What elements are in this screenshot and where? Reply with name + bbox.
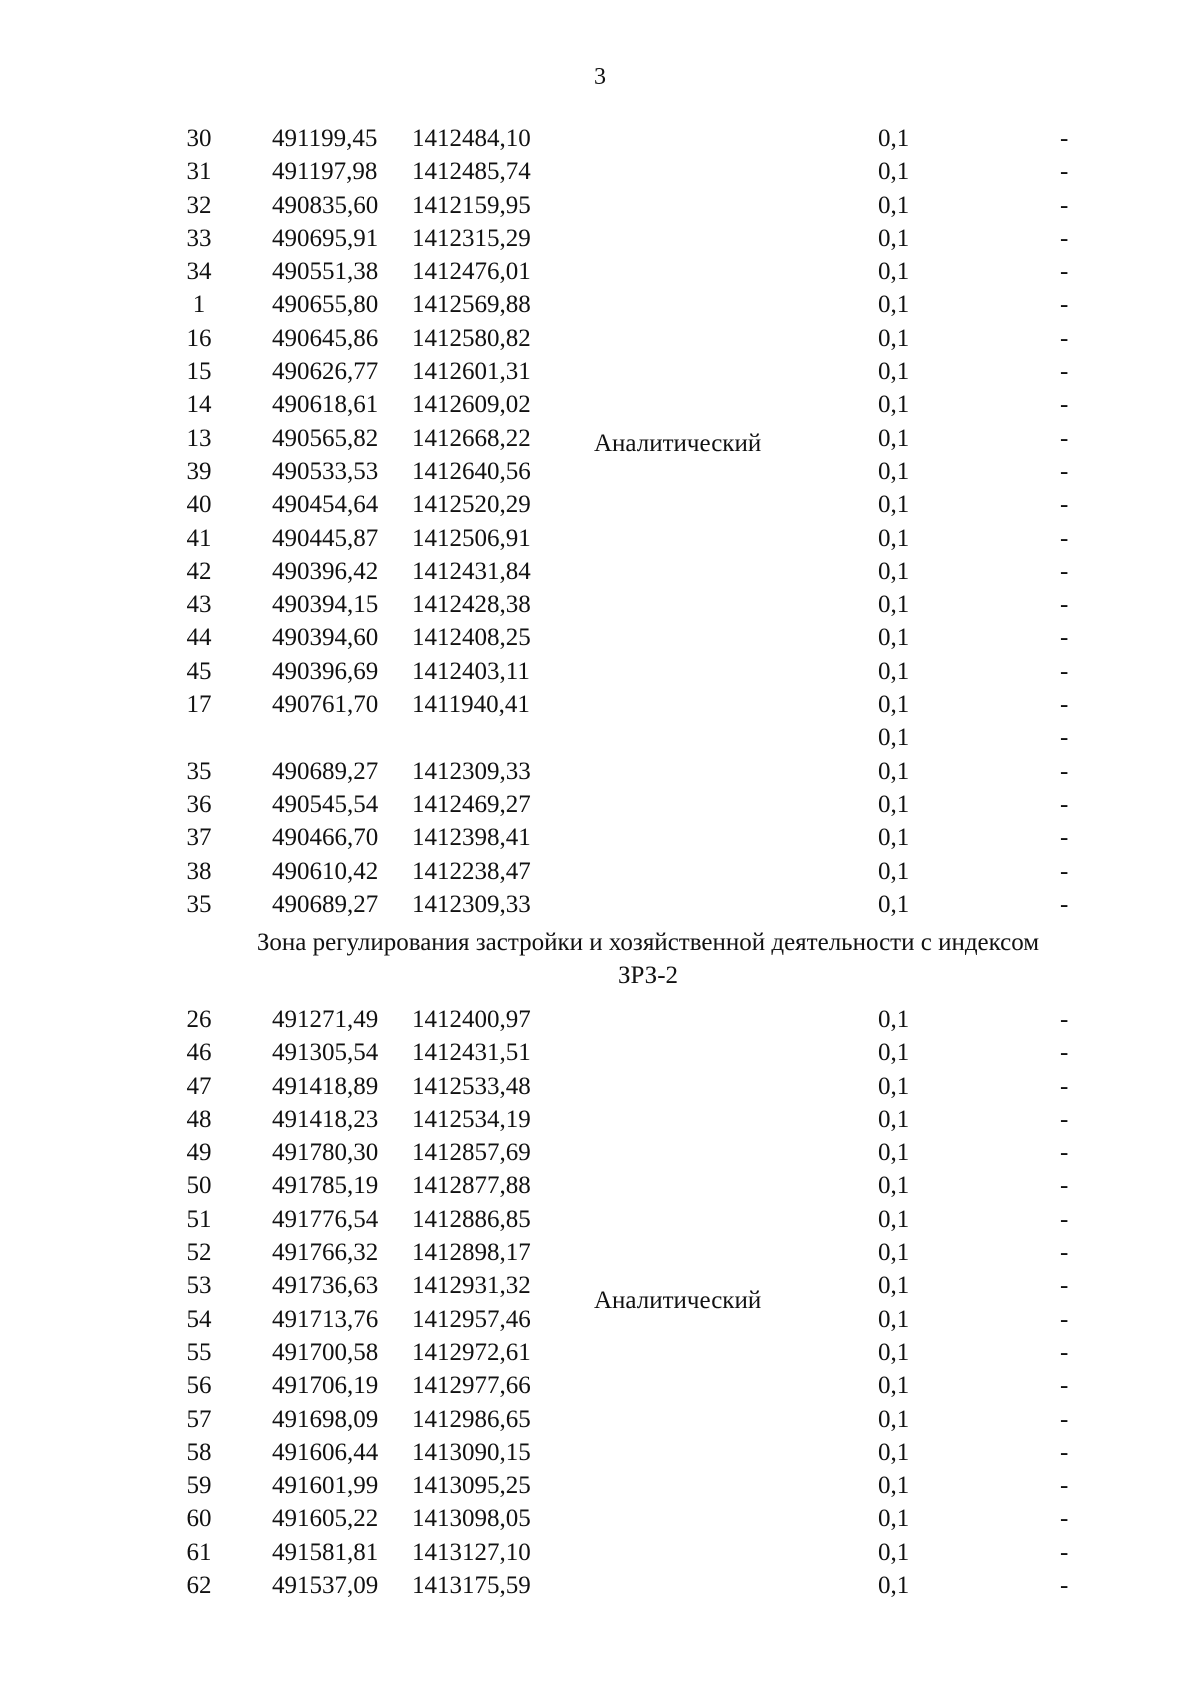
- dash-value: -: [1060, 691, 1069, 719]
- table-row: [188, 355, 1088, 388]
- point-number: 57: [186, 1405, 212, 1433]
- table-row: [188, 1569, 1088, 1602]
- dash-value: -: [1060, 1372, 1069, 1400]
- coordinate-y: 1412668,22: [412, 424, 531, 452]
- coordinate-y: 1412428,38: [412, 591, 531, 619]
- point-number: 34: [186, 258, 212, 286]
- coordinate-x: 490645,86: [272, 324, 379, 352]
- coordinate-x: 491537,09: [272, 1572, 379, 1600]
- dash-value: -: [1060, 1438, 1069, 1466]
- accuracy-value: 0,1: [878, 1372, 910, 1400]
- accuracy-value: 0,1: [878, 1572, 910, 1600]
- zone-title-line-2: ЗРЗ-2: [617, 962, 679, 989]
- point-number: 30: [186, 125, 212, 152]
- accuracy-value: 0,1: [878, 724, 910, 752]
- dash-value: -: [1060, 1105, 1069, 1133]
- point-number: 59: [186, 1472, 212, 1500]
- coordinate-x: 491706,19: [272, 1372, 379, 1400]
- accuracy-value: 0,1: [878, 1305, 910, 1333]
- accuracy-value: 0,1: [878, 1438, 910, 1466]
- dash-value: -: [1060, 524, 1069, 552]
- point-number: 41: [186, 524, 212, 552]
- dash-value: -: [1060, 1538, 1069, 1566]
- coordinate-y: 1412315,29: [412, 224, 531, 252]
- accuracy-value: 0,1: [878, 457, 910, 485]
- point-number: 38: [186, 857, 212, 885]
- method-label-section-2: Аналитический: [594, 1287, 762, 1314]
- dash-value: -: [1060, 857, 1069, 885]
- method-label-section-1: Аналитический: [594, 430, 762, 457]
- coordinate-y: 1412506,91: [412, 524, 531, 552]
- coordinate-x: 490396,69: [272, 657, 379, 685]
- coordinate-y: 1412609,02: [412, 391, 531, 419]
- coordinate-x: 491785,19: [272, 1172, 379, 1200]
- table-row: [188, 189, 1088, 222]
- dash-value: -: [1060, 1072, 1069, 1100]
- point-number: 16: [186, 324, 212, 352]
- accuracy-value: 0,1: [878, 191, 910, 219]
- table-row: [188, 788, 1088, 821]
- point-number: 44: [186, 624, 212, 652]
- accuracy-value: 0,1: [878, 324, 910, 352]
- table-row: [188, 721, 1088, 754]
- coordinate-y: 1412931,32: [412, 1272, 531, 1300]
- coordinate-y: 1412957,46: [412, 1305, 531, 1333]
- table-row: [188, 688, 1088, 721]
- table-row: [188, 555, 1088, 588]
- coordinate-x: 490626,77: [272, 358, 379, 386]
- table-row: [188, 1003, 1088, 1036]
- coordinate-y: 1412569,88: [412, 291, 531, 319]
- accuracy-value: 0,1: [878, 1505, 910, 1533]
- coordinate-y: 1413095,25: [412, 1472, 531, 1500]
- point-number: 14: [186, 391, 212, 419]
- dash-value: -: [1060, 424, 1069, 452]
- accuracy-value: 0,1: [878, 757, 910, 785]
- dash-value: -: [1060, 1139, 1069, 1167]
- accuracy-value: 0,1: [878, 624, 910, 652]
- point-number: 62: [186, 1572, 212, 1600]
- accuracy-value: 0,1: [878, 358, 910, 386]
- point-number: 46: [186, 1039, 212, 1067]
- coordinate-x: 491199,45: [272, 125, 378, 152]
- point-number: 17: [186, 691, 212, 719]
- point-number: 1: [192, 291, 206, 319]
- coordinate-x: 490761,70: [272, 691, 379, 719]
- dash-value: -: [1060, 1272, 1069, 1300]
- table-row: [188, 755, 1088, 788]
- coordinate-y: 1412877,88: [412, 1172, 531, 1200]
- coordinate-y: 1412485,74: [412, 158, 531, 186]
- coordinate-y: 1412580,82: [412, 324, 531, 352]
- coordinate-y: 1412898,17: [412, 1239, 531, 1267]
- accuracy-value: 0,1: [878, 258, 910, 286]
- coordinate-x: 490445,87: [272, 524, 379, 552]
- accuracy-value: 0,1: [878, 1105, 910, 1133]
- point-number: 39: [186, 457, 212, 485]
- dash-value: -: [1060, 191, 1069, 219]
- accuracy-value: 0,1: [878, 524, 910, 552]
- coordinate-x: 490689,27: [272, 890, 379, 918]
- coordinate-x: 491606,44: [272, 1438, 379, 1466]
- table-row: [188, 455, 1088, 488]
- coordinate-x: 490466,70: [272, 824, 379, 852]
- point-number: 35: [186, 890, 212, 918]
- accuracy-value: 0,1: [878, 125, 910, 152]
- table-row: [188, 222, 1088, 255]
- dash-value: -: [1060, 1239, 1069, 1267]
- coordinate-y: 1412520,29: [412, 491, 531, 519]
- zone-title-line-1: Зона регулирования застройки и хозяйственной деятельности с индексом: [256, 929, 1040, 956]
- table-row: [188, 1036, 1088, 1069]
- table-row: [188, 255, 1088, 288]
- table-row: [188, 1536, 1088, 1569]
- dash-value: -: [1060, 757, 1069, 785]
- dash-value: -: [1060, 724, 1069, 752]
- accuracy-value: 0,1: [878, 1405, 910, 1433]
- table-row: [188, 1103, 1088, 1136]
- coordinate-x: 491780,30: [272, 1139, 379, 1167]
- dash-value: -: [1060, 824, 1069, 852]
- coordinate-y: 1412431,51: [412, 1039, 531, 1067]
- dash-value: -: [1060, 1405, 1069, 1433]
- point-number: 55: [186, 1338, 212, 1366]
- point-number: 60: [186, 1505, 212, 1533]
- table-row: [188, 821, 1088, 854]
- dash-value: -: [1060, 224, 1069, 252]
- coordinate-y: 1412986,65: [412, 1405, 531, 1433]
- dash-value: -: [1060, 1338, 1069, 1366]
- point-number: 49: [186, 1139, 212, 1167]
- table-row: [188, 655, 1088, 688]
- dash-value: -: [1060, 258, 1069, 286]
- coordinate-x: 491700,58: [272, 1338, 379, 1366]
- point-number: 15: [186, 358, 212, 386]
- accuracy-value: 0,1: [878, 790, 910, 818]
- point-number: 45: [186, 657, 212, 685]
- table-row: [188, 122, 1088, 155]
- accuracy-value: 0,1: [878, 1338, 910, 1366]
- coordinate-y: 1412857,69: [412, 1139, 531, 1167]
- coordinate-x: 490533,53: [272, 457, 379, 485]
- coordinate-y: 1412309,33: [412, 757, 531, 785]
- accuracy-value: 0,1: [878, 1139, 910, 1167]
- accuracy-value: 0,1: [878, 1272, 910, 1300]
- coordinate-x: 491713,76: [272, 1305, 379, 1333]
- coordinate-y: 1413090,15: [412, 1438, 531, 1466]
- coordinate-y: 1412484,10: [412, 125, 531, 152]
- point-number: 51: [186, 1205, 212, 1233]
- accuracy-value: 0,1: [878, 1205, 910, 1233]
- dash-value: -: [1060, 125, 1069, 152]
- coordinate-y: 1412400,97: [412, 1006, 531, 1033]
- table-row: [188, 1403, 1088, 1436]
- point-number: 40: [186, 491, 212, 519]
- coordinate-y: 1412640,56: [412, 457, 531, 485]
- dash-value: -: [1060, 291, 1069, 319]
- table-row: [188, 522, 1088, 555]
- accuracy-value: 0,1: [878, 1239, 910, 1267]
- coordinate-y: 1412238,47: [412, 857, 531, 885]
- dash-value: -: [1060, 1305, 1069, 1333]
- coordinate-y: 1412408,25: [412, 624, 531, 652]
- point-number: 35: [186, 757, 212, 785]
- accuracy-value: 0,1: [878, 424, 910, 452]
- accuracy-value: 0,1: [878, 158, 910, 186]
- coordinate-x: 491305,54: [272, 1039, 379, 1067]
- point-number: 54: [186, 1305, 212, 1333]
- table-row: [188, 1436, 1088, 1469]
- coordinate-y: 1412309,33: [412, 890, 531, 918]
- coordinate-x: 490618,61: [272, 391, 379, 419]
- table-row: [188, 155, 1088, 188]
- accuracy-value: 0,1: [878, 1006, 910, 1033]
- point-number: 37: [186, 824, 212, 852]
- accuracy-value: 0,1: [878, 591, 910, 619]
- table-row: [188, 1070, 1088, 1103]
- point-number: 47: [186, 1072, 212, 1100]
- point-number: 42: [186, 557, 212, 585]
- coordinate-y: 1412476,01: [412, 258, 531, 286]
- table-row: [188, 288, 1088, 321]
- coordinate-y: 1412159,95: [412, 191, 531, 219]
- point-number: 58: [186, 1438, 212, 1466]
- dash-value: -: [1060, 890, 1069, 918]
- table-row: [188, 488, 1088, 521]
- accuracy-value: 0,1: [878, 1538, 910, 1566]
- table-row: [188, 888, 1088, 921]
- dash-value: -: [1060, 1006, 1069, 1033]
- point-number: 33: [186, 224, 212, 252]
- point-number: 52: [186, 1239, 212, 1267]
- table-row: [188, 1502, 1088, 1535]
- coordinate-y: 1412398,41: [412, 824, 531, 852]
- coordinate-x: 490610,42: [272, 857, 379, 885]
- dash-value: -: [1060, 591, 1069, 619]
- point-number: 36: [186, 790, 212, 818]
- dash-value: -: [1060, 1572, 1069, 1600]
- dash-value: -: [1060, 557, 1069, 585]
- point-number: 61: [186, 1538, 212, 1566]
- dash-value: -: [1060, 491, 1069, 519]
- accuracy-value: 0,1: [878, 391, 910, 419]
- coordinate-y: 1412972,61: [412, 1338, 531, 1366]
- dash-value: -: [1060, 1472, 1069, 1500]
- accuracy-value: 0,1: [878, 691, 910, 719]
- coordinate-x: 490655,80: [272, 291, 379, 319]
- dash-value: -: [1060, 391, 1069, 419]
- table-row: [188, 621, 1088, 654]
- accuracy-value: 0,1: [878, 1072, 910, 1100]
- coordinate-y: 1413175,59: [412, 1572, 531, 1600]
- dash-value: -: [1060, 358, 1069, 386]
- coordinate-x: 491605,22: [272, 1505, 379, 1533]
- coordinate-y: 1412977,66: [412, 1372, 531, 1400]
- accuracy-value: 0,1: [878, 1472, 910, 1500]
- table-row: [188, 1203, 1088, 1236]
- point-number: 48: [186, 1105, 212, 1133]
- point-number: 32: [186, 191, 212, 219]
- coordinate-y: 1412534,19: [412, 1105, 531, 1133]
- coordinate-x: 491418,23: [272, 1105, 379, 1133]
- coordinate-x: 490545,54: [272, 790, 379, 818]
- table-row: [188, 1136, 1088, 1169]
- accuracy-value: 0,1: [878, 1172, 910, 1200]
- coordinate-x: 490551,38: [272, 258, 379, 286]
- page-number: 3: [594, 64, 606, 90]
- coordinate-x: 491766,32: [272, 1239, 379, 1267]
- coordinate-x: 491736,63: [272, 1272, 379, 1300]
- table-row: [188, 1169, 1088, 1202]
- dash-value: -: [1060, 1505, 1069, 1533]
- accuracy-value: 0,1: [878, 224, 910, 252]
- table-row: [188, 1336, 1088, 1369]
- coordinate-x: 490394,60: [272, 624, 379, 652]
- coordinate-x: 490835,60: [272, 191, 379, 219]
- accuracy-value: 0,1: [878, 824, 910, 852]
- coordinate-y: 1413098,05: [412, 1505, 531, 1533]
- coordinate-x: 490396,42: [272, 557, 379, 585]
- coordinate-x: 491197,98: [272, 158, 378, 186]
- coordinate-x: 491698,09: [272, 1405, 379, 1433]
- table-row: [188, 1236, 1088, 1269]
- coordinate-y: 1412533,48: [412, 1072, 531, 1100]
- point-number: 50: [186, 1172, 212, 1200]
- accuracy-value: 0,1: [878, 1039, 910, 1067]
- coordinate-y: 1412469,27: [412, 790, 531, 818]
- accuracy-value: 0,1: [878, 291, 910, 319]
- dash-value: -: [1060, 158, 1069, 186]
- point-number: 56: [186, 1372, 212, 1400]
- coordinate-y: 1412886,85: [412, 1205, 531, 1233]
- accuracy-value: 0,1: [878, 857, 910, 885]
- coordinate-y: 1411940,41: [412, 691, 530, 719]
- point-number: 31: [186, 158, 212, 186]
- coordinate-x: 491601,99: [272, 1472, 379, 1500]
- accuracy-value: 0,1: [878, 657, 910, 685]
- coordinate-y: 1412601,31: [412, 358, 531, 386]
- zone-title: [0, 926, 1200, 992]
- table-row: [188, 855, 1088, 888]
- coordinate-x: 491776,54: [272, 1205, 379, 1233]
- coordinate-x: 490454,64: [272, 491, 379, 519]
- dash-value: -: [1060, 457, 1069, 485]
- coordinate-y: 1412431,84: [412, 557, 531, 585]
- coordinate-x: 491418,89: [272, 1072, 379, 1100]
- dash-value: -: [1060, 1172, 1069, 1200]
- coordinate-x: 491581,81: [272, 1538, 379, 1566]
- dash-value: -: [1060, 1039, 1069, 1067]
- table-row: [188, 388, 1088, 421]
- dash-value: -: [1060, 324, 1069, 352]
- point-number: 13: [186, 424, 212, 452]
- coordinate-x: 490689,27: [272, 757, 379, 785]
- coordinate-x: 490565,82: [272, 424, 379, 452]
- table-row: [188, 1369, 1088, 1402]
- coordinates-table-section-1: [188, 122, 1088, 921]
- coordinate-x: 491271,49: [272, 1006, 379, 1033]
- dash-value: -: [1060, 657, 1069, 685]
- dash-value: -: [1060, 624, 1069, 652]
- dash-value: -: [1060, 1205, 1069, 1233]
- coordinate-x: 490394,15: [272, 591, 379, 619]
- coordinate-y: 1413127,10: [412, 1538, 531, 1566]
- accuracy-value: 0,1: [878, 557, 910, 585]
- coordinate-y: 1412403,11: [412, 657, 530, 685]
- coordinate-x: 490695,91: [272, 224, 379, 252]
- accuracy-value: 0,1: [878, 491, 910, 519]
- point-number: 53: [186, 1272, 212, 1300]
- table-row: [188, 322, 1088, 355]
- table-row: [188, 588, 1088, 621]
- accuracy-value: 0,1: [878, 890, 910, 918]
- dash-value: -: [1060, 790, 1069, 818]
- table-row: [188, 1469, 1088, 1502]
- point-number: 26: [186, 1006, 212, 1033]
- point-number: 43: [186, 591, 212, 619]
